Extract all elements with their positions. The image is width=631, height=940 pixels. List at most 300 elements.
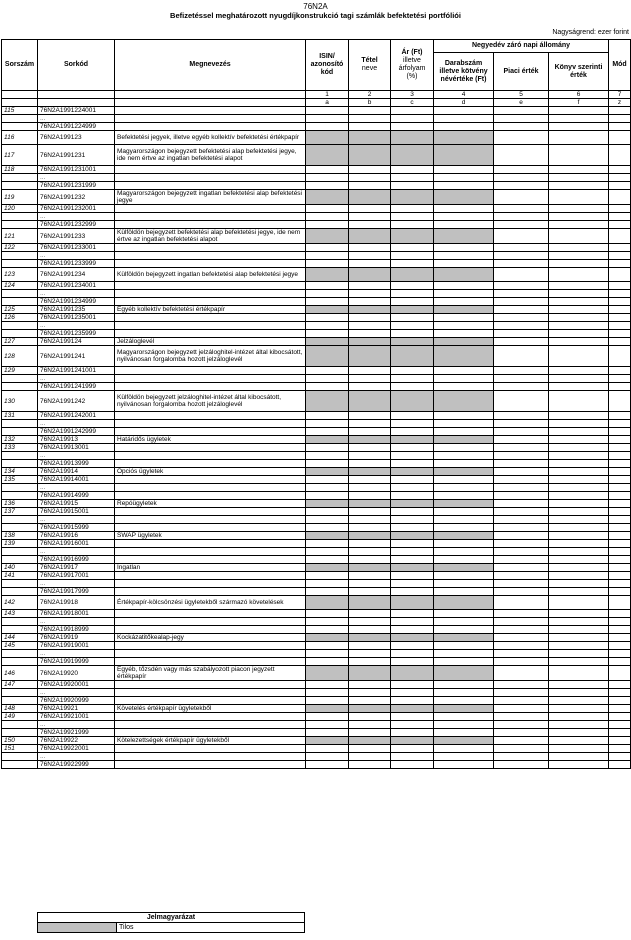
row-cell[interactable] [549,666,609,681]
row-cell[interactable] [609,666,631,681]
row-cell[interactable] [609,721,631,729]
row-cell[interactable] [391,761,434,769]
row-cell[interactable] [434,713,494,721]
row-cell[interactable] [494,737,549,745]
row-cell[interactable] [609,131,631,145]
row-cell[interactable] [609,484,631,492]
row-cell[interactable] [306,314,349,322]
row-cell[interactable] [549,391,609,412]
row-cell[interactable] [391,492,434,500]
row-cell[interactable] [549,452,609,460]
row-cell[interactable] [609,115,631,123]
row-cell[interactable] [391,298,434,306]
row-cell[interactable] [349,221,391,229]
row-cell[interactable] [306,174,349,182]
row-cell[interactable] [306,213,349,221]
row-cell[interactable] [306,642,349,650]
row-cell[interactable] [609,729,631,737]
row-cell[interactable] [306,166,349,174]
row-cell[interactable] [494,375,549,383]
row-cell[interactable] [549,367,609,375]
row-cell[interactable] [391,182,434,190]
row-cell[interactable] [306,650,349,658]
row-cell[interactable] [549,618,609,626]
row-cell[interactable] [434,658,494,666]
row-cell[interactable] [391,580,434,588]
row-cell[interactable] [306,420,349,428]
row-cell[interactable] [306,428,349,436]
row-cell[interactable] [609,548,631,556]
row-cell[interactable] [349,166,391,174]
row-cell[interactable] [349,524,391,532]
row-cell[interactable] [434,322,494,330]
row-cell[interactable] [391,107,434,115]
row-cell[interactable] [434,412,494,420]
row-cell[interactable] [549,532,609,540]
row-cell[interactable] [549,468,609,476]
row-cell[interactable] [494,548,549,556]
row-cell[interactable] [434,572,494,580]
row-cell[interactable] [434,745,494,753]
row-cell[interactable] [549,330,609,338]
row-cell[interactable] [434,540,494,548]
row-cell[interactable] [494,131,549,145]
row-cell[interactable] [391,460,434,468]
row-cell[interactable] [306,745,349,753]
row-cell[interactable] [349,681,391,689]
row-cell[interactable] [494,476,549,484]
row-cell[interactable] [494,174,549,182]
row-cell[interactable] [549,556,609,564]
row-cell[interactable] [349,244,391,252]
row-cell[interactable] [609,260,631,268]
row-cell[interactable] [494,492,549,500]
row-cell[interactable] [349,375,391,383]
row-cell[interactable] [391,681,434,689]
row-cell[interactable] [494,697,549,705]
row-cell[interactable] [609,166,631,174]
row-cell[interactable] [349,508,391,516]
row-cell[interactable] [549,572,609,580]
row-cell[interactable] [391,626,434,634]
row-cell[interactable] [349,745,391,753]
row-cell[interactable] [391,689,434,697]
row-cell[interactable] [609,244,631,252]
row-cell[interactable] [549,548,609,556]
row-cell[interactable] [434,721,494,729]
row-cell[interactable] [306,476,349,484]
row-cell[interactable] [434,650,494,658]
row-cell[interactable] [349,492,391,500]
row-cell[interactable] [434,213,494,221]
row-cell[interactable] [494,420,549,428]
row-cell[interactable] [349,580,391,588]
row-cell[interactable] [494,282,549,290]
row-cell[interactable] [391,123,434,131]
row-cell[interactable] [391,745,434,753]
row-cell[interactable] [549,564,609,572]
row-cell[interactable] [609,375,631,383]
row-cell[interactable] [494,306,549,314]
row-cell[interactable] [609,205,631,213]
row-cell[interactable] [306,508,349,516]
row-cell[interactable] [349,205,391,213]
row-cell[interactable] [306,610,349,618]
row-cell[interactable] [609,322,631,330]
row-cell[interactable] [349,444,391,452]
row-cell[interactable] [434,548,494,556]
row-cell[interactable] [306,580,349,588]
row-cell[interactable] [306,444,349,452]
row-cell[interactable] [494,436,549,444]
row-cell[interactable] [549,260,609,268]
row-cell[interactable] [349,290,391,298]
row-cell[interactable] [549,383,609,391]
row-cell[interactable] [391,610,434,618]
row-cell[interactable] [549,221,609,229]
row-cell[interactable] [494,123,549,131]
row-cell[interactable] [494,213,549,221]
row-cell[interactable] [349,213,391,221]
row-cell[interactable] [494,205,549,213]
row-cell[interactable] [549,229,609,244]
row-cell[interactable] [494,346,549,367]
row-cell[interactable] [609,282,631,290]
row-cell[interactable] [349,107,391,115]
row-cell[interactable] [349,330,391,338]
row-cell[interactable] [349,729,391,737]
row-cell[interactable] [549,705,609,713]
row-cell[interactable] [434,420,494,428]
row-cell[interactable] [609,492,631,500]
row-cell[interactable] [306,290,349,298]
row-cell[interactable] [609,737,631,745]
row-cell[interactable] [609,298,631,306]
row-cell[interactable] [494,444,549,452]
row-cell[interactable] [609,346,631,367]
row-cell[interactable] [434,753,494,761]
row-cell[interactable] [391,322,434,330]
row-cell[interactable] [349,174,391,182]
row-cell[interactable] [494,268,549,282]
row-cell[interactable] [349,556,391,564]
row-cell[interactable] [434,618,494,626]
row-cell[interactable] [494,634,549,642]
row-cell[interactable] [609,689,631,697]
row-cell[interactable] [494,298,549,306]
row-cell[interactable] [349,383,391,391]
row-cell[interactable] [494,666,549,681]
row-cell[interactable] [494,564,549,572]
row-cell[interactable] [494,190,549,205]
row-cell[interactable] [434,460,494,468]
row-cell[interactable] [549,375,609,383]
row-cell[interactable] [349,412,391,420]
row-cell[interactable] [609,610,631,618]
row-cell[interactable] [391,115,434,123]
row-cell[interactable] [549,338,609,346]
row-cell[interactable] [306,658,349,666]
row-cell[interactable] [549,681,609,689]
row-cell[interactable] [349,476,391,484]
row-cell[interactable] [349,626,391,634]
row-cell[interactable] [391,548,434,556]
row-cell[interactable] [349,761,391,769]
row-cell[interactable] [434,115,494,123]
row-cell[interactable] [609,123,631,131]
row-cell[interactable] [549,580,609,588]
row-cell[interactable] [306,761,349,769]
row-cell[interactable] [391,428,434,436]
row-cell[interactable] [494,290,549,298]
row-cell[interactable] [494,516,549,524]
row-cell[interactable] [349,420,391,428]
row-cell[interactable] [306,452,349,460]
row-cell[interactable] [609,572,631,580]
row-cell[interactable] [609,290,631,298]
row-cell[interactable] [609,444,631,452]
row-cell[interactable] [549,244,609,252]
row-cell[interactable] [391,221,434,229]
row-cell[interactable] [494,182,549,190]
row-cell[interactable] [609,761,631,769]
row-cell[interactable] [391,260,434,268]
row-cell[interactable] [494,618,549,626]
row-cell[interactable] [609,452,631,460]
row-cell[interactable] [609,412,631,420]
row-cell[interactable] [549,428,609,436]
row-cell[interactable] [494,642,549,650]
row-cell[interactable] [494,330,549,338]
row-cell[interactable] [494,753,549,761]
row-cell[interactable] [609,306,631,314]
row-cell[interactable] [391,556,434,564]
row-cell[interactable] [391,697,434,705]
row-cell[interactable] [549,166,609,174]
row-cell[interactable] [391,367,434,375]
row-cell[interactable] [494,540,549,548]
row-cell[interactable] [549,634,609,642]
row-cell[interactable] [494,166,549,174]
row-cell[interactable] [549,268,609,282]
row-cell[interactable] [306,412,349,420]
row-cell[interactable] [306,330,349,338]
row-cell[interactable] [306,252,349,260]
row-cell[interactable] [609,524,631,532]
row-cell[interactable] [306,697,349,705]
row-cell[interactable] [494,658,549,666]
row-cell[interactable] [434,428,494,436]
row-cell[interactable] [349,697,391,705]
row-cell[interactable] [609,532,631,540]
row-cell[interactable] [349,713,391,721]
row-cell[interactable] [434,252,494,260]
row-cell[interactable] [391,412,434,420]
row-cell[interactable] [434,444,494,452]
row-cell[interactable] [609,221,631,229]
row-cell[interactable] [306,556,349,564]
row-cell[interactable] [306,107,349,115]
row-cell[interactable] [306,626,349,634]
row-cell[interactable] [434,383,494,391]
row-cell[interactable] [434,182,494,190]
row-cell[interactable] [609,650,631,658]
row-cell[interactable] [494,412,549,420]
row-cell[interactable] [494,588,549,596]
row-cell[interactable] [391,330,434,338]
row-cell[interactable] [494,229,549,244]
row-cell[interactable] [391,508,434,516]
row-cell[interactable] [349,123,391,131]
row-cell[interactable] [391,572,434,580]
row-cell[interactable] [349,753,391,761]
row-cell[interactable] [609,252,631,260]
row-cell[interactable] [349,618,391,626]
row-cell[interactable] [349,516,391,524]
row-cell[interactable] [609,588,631,596]
row-cell[interactable] [549,650,609,658]
row-cell[interactable] [391,452,434,460]
row-cell[interactable] [391,729,434,737]
row-cell[interactable] [434,492,494,500]
row-cell[interactable] [306,205,349,213]
row-cell[interactable] [609,476,631,484]
row-cell[interactable] [349,260,391,268]
row-cell[interactable] [306,244,349,252]
row-cell[interactable] [391,166,434,174]
row-cell[interactable] [391,383,434,391]
row-cell[interactable] [609,500,631,508]
row-cell[interactable] [391,476,434,484]
row-cell[interactable] [306,383,349,391]
row-cell[interactable] [391,642,434,650]
row-cell[interactable] [609,420,631,428]
row-cell[interactable] [549,190,609,205]
row-cell[interactable] [549,658,609,666]
row-cell[interactable] [609,107,631,115]
row-cell[interactable] [494,596,549,610]
row-cell[interactable] [349,252,391,260]
row-cell[interactable] [434,282,494,290]
row-cell[interactable] [306,282,349,290]
row-cell[interactable] [549,713,609,721]
row-cell[interactable] [609,213,631,221]
row-cell[interactable] [549,420,609,428]
row-cell[interactable] [609,367,631,375]
row-cell[interactable] [494,572,549,580]
row-cell[interactable] [609,564,631,572]
row-cell[interactable] [349,322,391,330]
row-cell[interactable] [609,330,631,338]
row-cell[interactable] [494,705,549,713]
row-cell[interactable] [349,540,391,548]
row-cell[interactable] [494,391,549,412]
row-cell[interactable] [434,314,494,322]
row-cell[interactable] [306,721,349,729]
row-cell[interactable] [609,618,631,626]
row-cell[interactable] [549,460,609,468]
row-cell[interactable] [434,452,494,460]
row-cell[interactable] [494,383,549,391]
row-cell[interactable] [494,713,549,721]
row-cell[interactable] [434,221,494,229]
row-cell[interactable] [609,383,631,391]
row-cell[interactable] [609,634,631,642]
row-cell[interactable] [494,745,549,753]
row-cell[interactable] [549,761,609,769]
row-cell[interactable] [349,721,391,729]
row-cell[interactable] [609,338,631,346]
row-cell[interactable] [549,282,609,290]
row-cell[interactable] [306,322,349,330]
row-cell[interactable] [306,221,349,229]
row-cell[interactable] [391,588,434,596]
row-cell[interactable] [391,753,434,761]
row-cell[interactable] [306,572,349,580]
row-cell[interactable] [391,713,434,721]
row-cell[interactable] [494,338,549,346]
row-cell[interactable] [434,697,494,705]
row-cell[interactable] [609,745,631,753]
row-cell[interactable] [549,524,609,532]
row-cell[interactable] [494,428,549,436]
row-cell[interactable] [549,444,609,452]
row-cell[interactable] [549,174,609,182]
row-cell[interactable] [494,681,549,689]
row-cell[interactable] [434,689,494,697]
row-cell[interactable] [349,650,391,658]
row-cell[interactable] [349,642,391,650]
row-cell[interactable] [609,174,631,182]
row-cell[interactable] [494,452,549,460]
row-cell[interactable] [494,252,549,260]
row-cell[interactable] [306,492,349,500]
row-cell[interactable] [549,131,609,145]
row-cell[interactable] [609,268,631,282]
row-cell[interactable] [306,182,349,190]
row-cell[interactable] [306,260,349,268]
row-cell[interactable] [306,460,349,468]
row-cell[interactable] [549,290,609,298]
row-cell[interactable] [391,484,434,492]
row-cell[interactable] [549,626,609,634]
row-cell[interactable] [434,330,494,338]
row-cell[interactable] [549,205,609,213]
row-cell[interactable] [609,190,631,205]
row-cell[interactable] [609,428,631,436]
row-cell[interactable] [549,508,609,516]
row-cell[interactable] [434,761,494,769]
row-cell[interactable] [391,205,434,213]
row-cell[interactable] [391,314,434,322]
row-cell[interactable] [609,516,631,524]
row-cell[interactable] [549,322,609,330]
row-cell[interactable] [306,681,349,689]
row-cell[interactable] [391,658,434,666]
row-cell[interactable] [609,436,631,444]
row-cell[interactable] [434,484,494,492]
row-cell[interactable] [609,145,631,166]
row-cell[interactable] [494,468,549,476]
row-cell[interactable] [549,476,609,484]
row-cell[interactable] [494,626,549,634]
row-cell[interactable] [434,260,494,268]
row-cell[interactable] [434,244,494,252]
row-cell[interactable] [549,145,609,166]
row-cell[interactable] [494,221,549,229]
row-cell[interactable] [609,468,631,476]
row-cell[interactable] [434,508,494,516]
